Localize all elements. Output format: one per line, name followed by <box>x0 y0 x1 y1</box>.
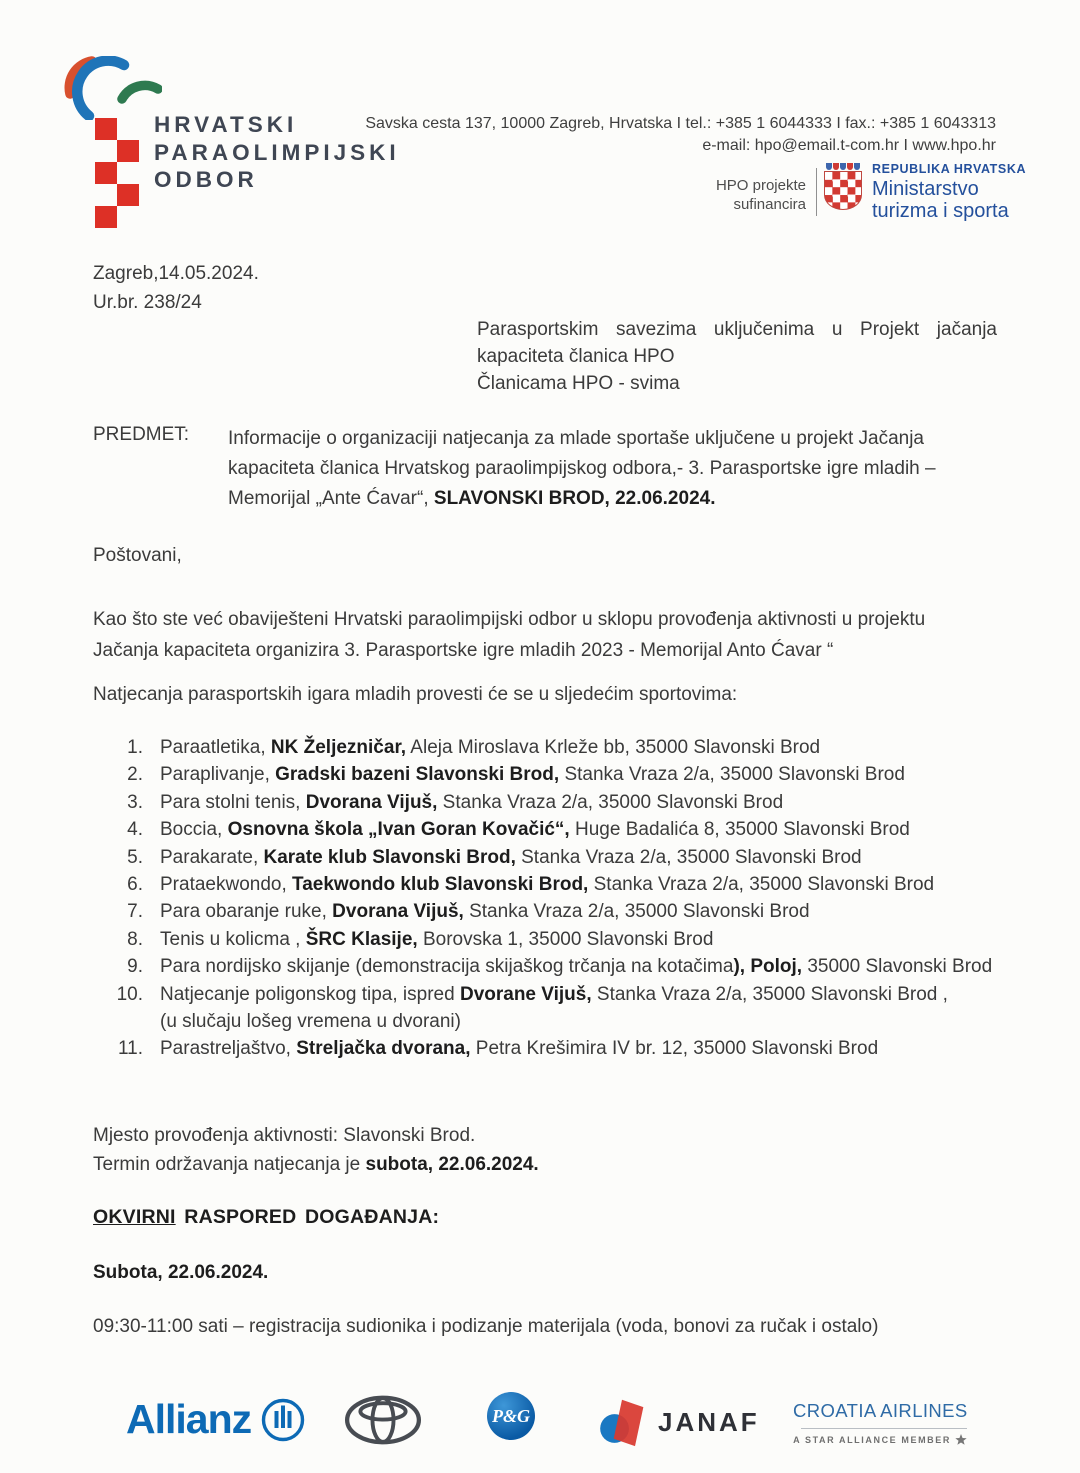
contact-email-line: e-mail: hpo@email.t-com.hr I www.hpo.hr <box>702 137 996 154</box>
list-item <box>93 816 998 843</box>
star-alliance-note: A STAR ALLIANCE MEMBER <box>793 1435 951 1445</box>
list-item-number: 8. <box>127 928 143 950</box>
list-item <box>93 898 998 925</box>
date-line: Termin održavanja natjecanja je subota, 22.06.2024. <box>93 1153 539 1175</box>
header-divider <box>816 168 817 216</box>
subject-text: Informacije o organizaciji natjecanja za mlade sportaše uključene u projekt Jačanja kapaciteta članica Hrvatskog paraolimpijskog odbora,- 3. Parasportske igre mladih – Memorijal „Ante Ćavar“, SLAVONSKI BROD, 22.06.2024. <box>228 428 936 509</box>
list-item-number: 10. <box>116 983 143 1005</box>
ministry-name-line1: Ministarstvo <box>872 178 979 200</box>
coat-crown <box>824 163 862 170</box>
recipient-line1: Parasportskim savezima uključenima u Projekt jačanja kapaciteta članica HPO <box>477 319 997 367</box>
pg-wordmark: P&G <box>492 1405 530 1426</box>
coat-of-arms-icon <box>824 163 862 210</box>
janaf-wordmark: JANAF <box>658 1406 760 1437</box>
list-item-text: Para obaranje ruke, Dvorana Vijuš, Stanka Vraza 2/a, 35000 Slavonski Brod <box>160 901 810 923</box>
janaf-logo <box>596 1396 760 1448</box>
funding-note-line2: sufinancira <box>733 196 806 213</box>
list-item-number: 2. <box>127 764 143 786</box>
list-intro: Natjecanja parasportskih igara mladih provesti će se u sljedećim sportovima: <box>93 684 738 705</box>
croatia-airlines-wordmark: CROATIA AIRLINES <box>793 1400 968 1421</box>
subject-label: PREDMET: <box>93 424 190 445</box>
star-alliance-icon <box>955 1434 967 1446</box>
list-item <box>93 926 998 953</box>
list-item-number: 3. <box>127 791 143 813</box>
ministry-country: REPUBLIKA HRVATSKA <box>872 162 1027 176</box>
list-item-text: Para nordijsko skijanje (demonstracija skijaškog trčanja na kotačima), Poloj, 35000 Slavonski Brod <box>160 956 993 978</box>
allianz-emblem-icon <box>260 1397 306 1443</box>
hpo-agitos-icon <box>62 56 162 120</box>
org-wordmark <box>154 111 400 194</box>
reference-number: Ur.br. 238/24 <box>93 291 202 313</box>
closing-block <box>93 1122 539 1179</box>
list-item-text: Prataekwondo, Taekwondo klub Slavonski Brod, Stanka Vraza 2/a, 35000 Slavonski Brod <box>160 874 935 896</box>
salutation: Poštovani, <box>93 545 182 566</box>
funding-note <box>702 176 806 214</box>
list-item-number: 9. <box>127 956 143 978</box>
schedule-entry: 09:30-11:00 sati – registracija sudionika i podizanje materijala (voda, bonovi za ručak i ostalo) <box>93 1316 879 1337</box>
schedule-heading: OKVIRNI RASPORED DOGAĐANJA: <box>93 1206 440 1228</box>
list-item-number: 4. <box>127 819 143 841</box>
saturday-heading: Subota, 22.06.2024. <box>93 1262 269 1283</box>
list-item <box>93 871 998 898</box>
list-item-text: Tenis u kolicma , ŠRC Klasije, Borovska 1, 35000 Slavonski Brod <box>160 928 714 950</box>
list-item <box>93 844 998 871</box>
place-date: Zagreb,14.05.2024. <box>93 263 259 284</box>
list-item-text: Paraatletika, NK Željezničar, Aleja Miroslava Krleže bb, 35000 Slavonski Brod <box>160 737 821 758</box>
recipient-line2: Članicama HPO - svima <box>477 373 680 394</box>
list-item-text: Para stolni tenis, Dvorana Vijuš, Stanka Vraza 2/a, 35000 Slavonski Brod <box>160 791 784 813</box>
list-item <box>93 953 998 980</box>
allianz-wordmark: Allianz <box>126 1396 252 1442</box>
funding-note-line1: HPO projekte <box>715 177 806 194</box>
pg-logo-icon <box>487 1392 535 1440</box>
letter-meta <box>93 260 259 317</box>
list-item-text: Paraplivanje, Gradski bazeni Slavonski Brod, Stanka Vraza 2/a, 35000 Slavonski Brod <box>160 764 905 786</box>
list-item <box>93 1035 998 1062</box>
janaf-mark-icon <box>596 1396 648 1448</box>
list-item-number: 11. <box>117 1038 143 1060</box>
org-line-3: ODBOR <box>154 167 258 192</box>
croatia-airlines-logo <box>791 1400 967 1446</box>
hpo-checkerboard-icon <box>95 118 139 228</box>
list-item <box>93 761 998 788</box>
sports-list <box>93 734 998 1063</box>
list-item-number: 1. <box>127 737 143 758</box>
recipient-block <box>477 316 997 397</box>
coat-shield <box>824 171 862 210</box>
list-item-text: Parastreljaštvo, Streljačka dvorana, Petra Krešimira IV br. 12, 35000 Slavonski Brod <box>160 1038 879 1060</box>
ministry-name-line2: turizma i sporta <box>872 200 1009 222</box>
org-line-2: PARAOLIMPIJSKI <box>154 139 400 165</box>
list-item-number: 7. <box>127 901 143 923</box>
list-item-number: 5. <box>127 846 143 868</box>
ministry-block <box>872 162 1026 222</box>
list-item <box>93 981 998 1036</box>
toyota-logo-icon <box>344 1394 422 1446</box>
contact-info <box>365 113 996 157</box>
list-item-text: Natjecanje poligonskog tipa, ispred Dvorane Vijuš, Stanka Vraza 2/a, 35000 Slavonski Brod , (u slučaju lošeg vremena u dvorani) <box>160 983 948 1033</box>
allianz-logo <box>126 1396 306 1443</box>
list-item-text: Parakarate, Karate klub Slavonski Brod, Stanka Vraza 2/a, 35000 Slavonski Brod <box>160 846 862 868</box>
org-line-1: HRVATSKI <box>154 112 298 137</box>
croatia-airlines-rule <box>801 1428 967 1429</box>
contact-address-line: Savska cesta 137, 10000 Zagreb, Hrvatska I tel.: +385 1 6044333 I fax.: +385 1 6043313 <box>365 115 996 132</box>
intro-paragraph: Kao što ste već obaviješteni Hrvatski paraolimpijski odbor u sklopu provođenja aktivnosti u projektu Jačanja kapaciteta organizira 3. Parasportske igre mladih 2023 - Memorijal Anto Ćavar “ <box>93 609 926 661</box>
venue-line: Mjesto provođenja aktivnosti: Slavonski Brod. <box>93 1125 476 1146</box>
list-item <box>93 789 998 816</box>
list-item-text: Boccia, Osnovna škola „Ivan Goran Kovačić“, Huge Badalića 8, 35000 Slavonski Brod <box>160 819 910 841</box>
list-item <box>93 734 998 761</box>
list-item-number: 6. <box>127 874 143 896</box>
